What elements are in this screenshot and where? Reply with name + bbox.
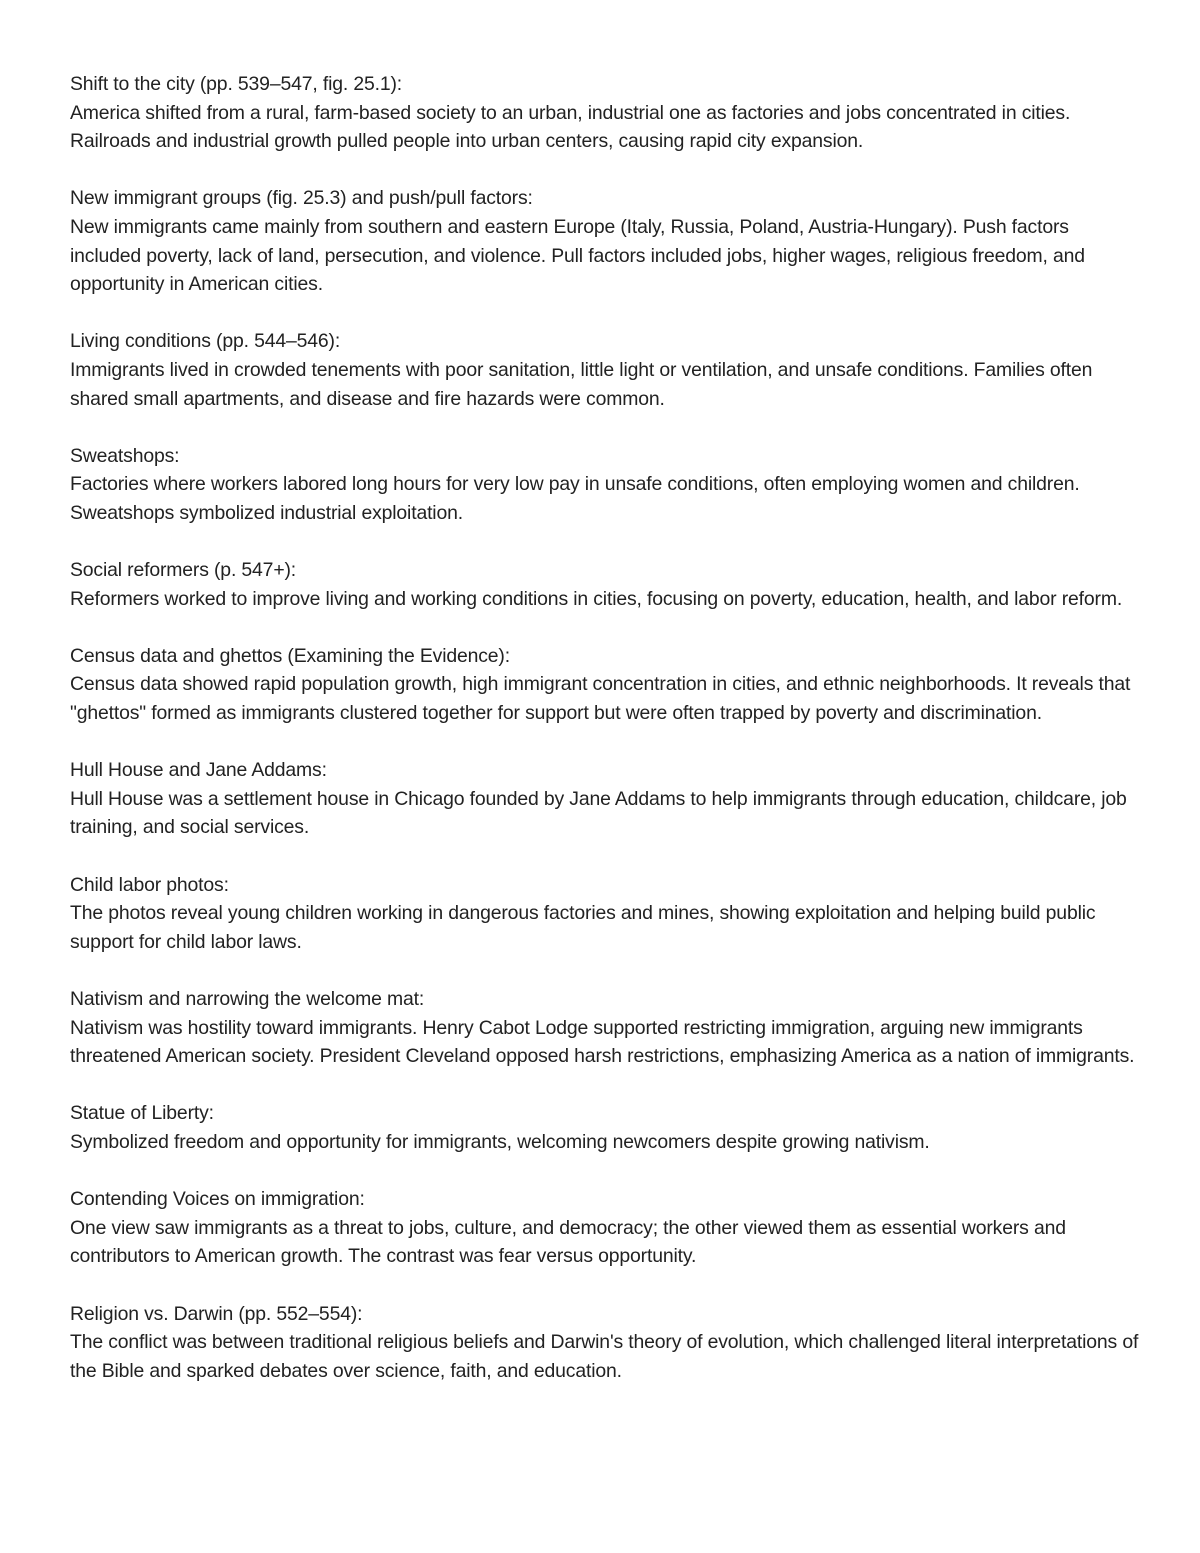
section-body: Reformers worked to improve living and working conditions in cities, focusing on poverty, education, health, and labor reform. [70, 587, 1123, 610]
section-hull-house [70, 756, 1140, 842]
section-body: The conflict was between traditional religious beliefs and Darwin's theory of evolution, which challenged literal interpretations of the Bible and sparked debates over science, faith, and education. [70, 1331, 1139, 1382]
section-heading: Census data and ghettos (Examining the Evidence): [70, 644, 510, 667]
section-social-reformers [70, 556, 1140, 613]
section-shift-to-city [70, 70, 1140, 156]
section-heading: Nativism and narrowing the welcome mat: [70, 988, 425, 1010]
section-body: One view saw immigrants as a threat to jobs, culture, and democracy; the other viewed them as essential workers and contributors to American growth. The contrast was fear versus opportunity. [70, 1216, 1066, 1268]
section-body: Immigrants lived in crowded tenements with poor sanitation, little light or ventilation, and unsafe conditions. Families often shared small apartments, and disease and fire hazards were common. [70, 358, 1093, 410]
section-heading: Religion vs. Darwin (pp. 552–554): [70, 1302, 363, 1325]
section-heading: Child labor photos: [70, 873, 229, 896]
section-heading: Contending Voices on immigration: [70, 1188, 365, 1211]
section-new-immigrant-groups [70, 184, 1140, 298]
section-body: Hull House was a settlement house in Chicago founded by Jane Addams to help immigrants through education, childcare, job training, and social services. [70, 787, 1127, 839]
section-nativism [70, 985, 1140, 1071]
section-heading: Shift to the city (pp. 539–547, fig. 25.1): [70, 73, 403, 95]
section-body: America shifted from a rural, farm-based society to an urban, industrial one as factories and jobs concentrated in cities. Railroads and industrial growth pulled people into urban centers, causing rapid city expansion. [70, 101, 1071, 153]
section-heading: Hull House and Jane Addams: [70, 759, 327, 782]
section-heading: Sweatshops: [70, 444, 180, 467]
section-body: Symbolized freedom and opportunity for immigrants, welcoming newcomers despite growing nativism. [70, 1130, 930, 1153]
section-child-labor-photos [70, 871, 1140, 957]
section-sweatshops [70, 442, 1140, 528]
section-heading: Statue of Liberty: [70, 1102, 214, 1125]
document-page [70, 70, 1140, 1414]
section-heading: New immigrant groups (fig. 25.3) and push/pull factors: [70, 187, 533, 210]
section-body: Nativism was hostility toward immigrants. Henry Cabot Lodge supported restricting immigration, arguing new immigrants threatened American society. President Cleveland opposed harsh restrictions, emphasizing America as a nation of immigrants. [70, 1016, 1135, 1068]
section-body: Factories where workers labored long hours for very low pay in unsafe conditions, often employing women and children. Sweatshops symbolized industrial exploitation. [70, 473, 1080, 524]
section-body: The photos reveal young children working in dangerous factories and mines, showing exploitation and helping build public support for child labor laws. [70, 902, 1096, 953]
section-census-data-ghettos [70, 642, 1140, 728]
section-statue-of-liberty [70, 1099, 1140, 1156]
section-heading: Social reformers (p. 547+): [70, 559, 297, 582]
section-body: New immigrants came mainly from southern and eastern Europe (Italy, Russia, Poland, Austria-Hungary). Push factors included poverty, lack of land, persecution, and violence. Pull factors included jobs, higher wages, religious freedom, and opportunity in American cities. [70, 215, 1085, 296]
section-contending-voices [70, 1185, 1140, 1271]
section-body: Census data showed rapid population growth, high immigrant concentration in cities, and ethnic neighborhoods. It reveals that "ghettos" formed as immigrants clustered together for support but were often trapped by poverty and discrimination. [70, 673, 1131, 725]
section-living-conditions [70, 327, 1140, 413]
section-heading: Living conditions (pp. 544–546): [70, 330, 341, 353]
section-religion-vs-darwin [70, 1300, 1140, 1386]
